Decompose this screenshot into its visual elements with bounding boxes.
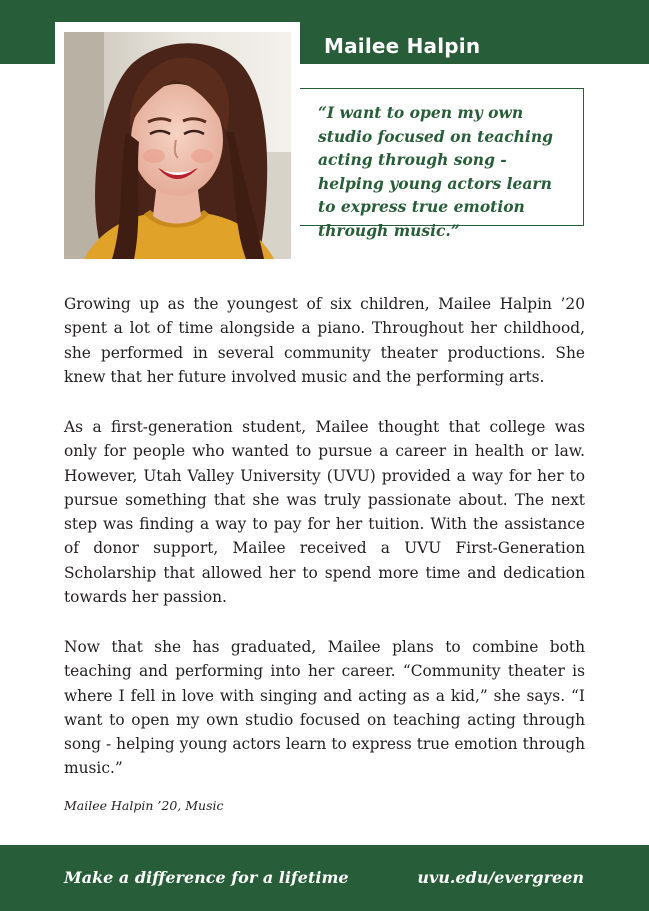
pull-quote-text: “I want to open my own studio focused on teaching acting through song - helping young actors learn to express true emotion through music.” xyxy=(318,103,553,240)
body-paragraph: Growing up as the youngest of six children, Mailee Halpin ’20 spent a lot of time alongside a piano. Throughout her childhood, she performed in several community theater productions. She knew that her future involved music and the performing arts. xyxy=(64,295,585,386)
profile-name: Mailee Halpin xyxy=(324,34,481,58)
footer-band xyxy=(0,845,649,911)
body-paragraph: As a first-generation student, Mailee thought that college was only for people who wanted to pursue a career in health or law. However, Utah Valley University (UVU) provided a way for her to pursue something that she was truly passionate about. The next step was finding a way to pay for her tuition. With the assistance of donor support, Mailee received a UVU First-Generation Scholarship that allowed her to spend more time and dedication towards her passion. xyxy=(64,418,585,607)
attribution: Mailee Halpin ’20, Music xyxy=(64,798,224,813)
portrait-photo xyxy=(64,32,291,259)
body-paragraph: Now that she has graduated, Mailee plans to combine both teaching and performing into her career. “Community theater is where I fell in love with singing and acting as a kid,” she says. “I want to open my own studio focused on teaching acting through song - helping young actors learn to express true emotion through music.” xyxy=(64,638,585,778)
footer-url-link[interactable]: uvu.edu/evergreen xyxy=(417,868,584,887)
pull-quote-box xyxy=(300,88,584,240)
footer-tagline: Make a difference for a lifetime xyxy=(64,868,349,887)
photo-frame xyxy=(55,22,300,266)
